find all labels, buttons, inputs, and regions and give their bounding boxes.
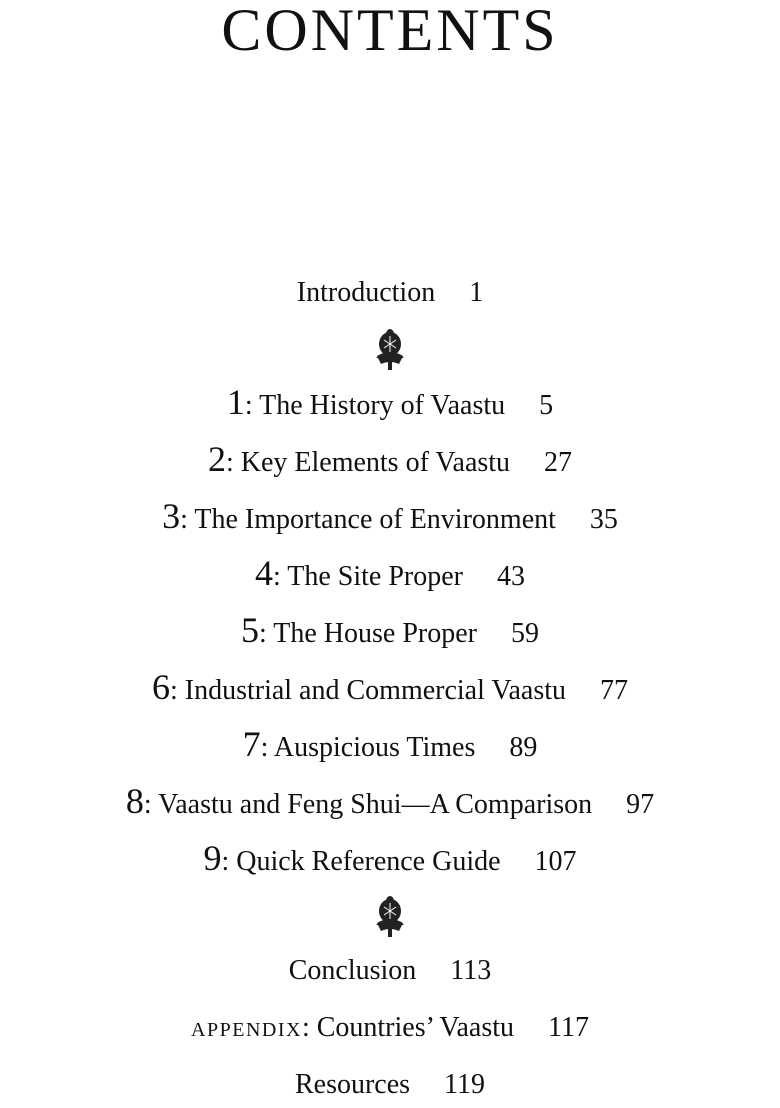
entry-page: 59 bbox=[511, 618, 539, 649]
chapter-number: 4 bbox=[254, 553, 273, 593]
entry-label: The History of Vaastu bbox=[259, 390, 506, 421]
toc-entry-chapter-7[interactable] bbox=[0, 726, 780, 766]
entry-page: 27 bbox=[544, 447, 573, 478]
separator: : bbox=[169, 675, 178, 706]
entry-label: The House Proper bbox=[273, 618, 477, 649]
appendix-prefix: APPENDIX bbox=[191, 1019, 302, 1041]
separator: : bbox=[221, 846, 230, 877]
entry-page: 43 bbox=[497, 561, 526, 592]
toc-entry-chapter-6[interactable] bbox=[0, 669, 780, 709]
chapter-number: 9 bbox=[203, 838, 222, 878]
entry-label: Quick Reference Guide bbox=[236, 846, 501, 877]
entry-label: Industrial and Commercial Vaastu bbox=[184, 675, 567, 706]
toc-entry-chapter-2[interactable] bbox=[0, 441, 780, 481]
toc-entry-resources[interactable] bbox=[0, 1067, 780, 1103]
toc-entry-chapter-3[interactable] bbox=[0, 498, 780, 538]
entry-page: 89 bbox=[509, 732, 538, 763]
entry-page: 117 bbox=[548, 1012, 589, 1043]
separator: : bbox=[244, 390, 253, 421]
floral-ornament-icon bbox=[372, 895, 408, 939]
separator: : bbox=[225, 447, 234, 478]
separator: : bbox=[301, 1012, 310, 1043]
chapter-number: 8 bbox=[125, 781, 144, 821]
entry-label: Introduction bbox=[296, 277, 436, 308]
chapter-number: 1 bbox=[226, 382, 245, 422]
entry-label: Conclusion bbox=[288, 955, 417, 986]
entry-page: 97 bbox=[626, 789, 655, 820]
chapter-number: 2 bbox=[207, 439, 226, 479]
entry-page: 5 bbox=[539, 390, 554, 421]
separator: : bbox=[260, 732, 269, 763]
chapter-number: 6 bbox=[151, 667, 170, 707]
entry-page: 1 bbox=[469, 277, 484, 308]
floral-ornament-icon bbox=[372, 328, 408, 372]
toc-entry-introduction[interactable] bbox=[0, 275, 780, 311]
toc-entry-chapter-1[interactable] bbox=[0, 384, 780, 424]
toc-entry-chapter-4[interactable] bbox=[0, 555, 780, 595]
toc-entry-chapter-5[interactable] bbox=[0, 612, 780, 652]
entry-label: Vaastu and Feng Shui—A Comparison bbox=[158, 789, 593, 820]
separator: : bbox=[143, 789, 152, 820]
entry-page: 107 bbox=[534, 846, 577, 877]
entry-label: Auspicious Times bbox=[273, 732, 476, 763]
entry-label: The Site Proper bbox=[287, 561, 464, 592]
entry-label: The Importance of Environment bbox=[194, 504, 556, 535]
entry-label: Countries’ Vaastu bbox=[316, 1012, 514, 1043]
separator: : bbox=[272, 561, 281, 592]
entry-page: 35 bbox=[589, 504, 618, 535]
chapter-number: 5 bbox=[240, 610, 259, 650]
entry-page: 119 bbox=[444, 1069, 486, 1100]
toc-entry-chapter-8[interactable] bbox=[0, 783, 780, 823]
page-title: CONTENTS bbox=[221, 0, 559, 63]
entry-page: 77 bbox=[600, 675, 629, 706]
separator: : bbox=[180, 504, 188, 535]
entry-label: Key Elements of Vaastu bbox=[240, 447, 511, 478]
toc-entry-appendix[interactable] bbox=[0, 1010, 780, 1048]
chapter-number: 7 bbox=[242, 724, 261, 764]
entry-page: 113 bbox=[450, 955, 492, 986]
toc-entry-chapter-9[interactable] bbox=[0, 840, 780, 880]
separator: : bbox=[258, 618, 267, 649]
entry-label: Resources bbox=[294, 1069, 411, 1100]
chapter-number: 3 bbox=[162, 496, 181, 536]
toc-entry-conclusion[interactable] bbox=[0, 953, 780, 989]
